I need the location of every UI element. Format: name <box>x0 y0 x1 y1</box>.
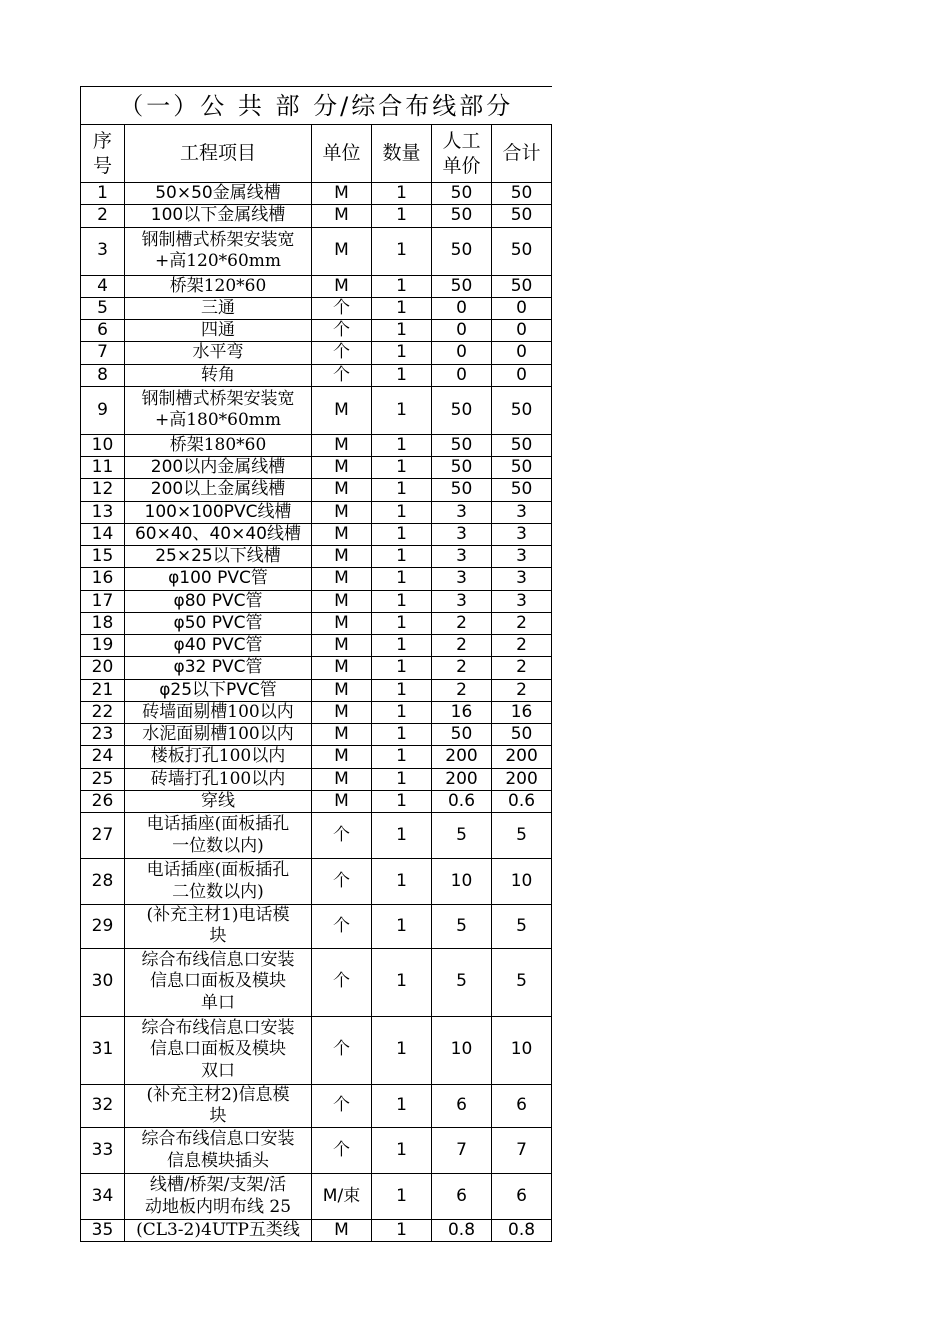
row-unit-cell: M <box>312 701 372 723</box>
row-unit-cell: M <box>312 546 372 568</box>
row-price-cell: 50 <box>432 275 492 297</box>
row-price-cell: 0 <box>432 342 492 364</box>
row-qty-cell: 1 <box>372 813 432 859</box>
row-item-cell: 水平弯 <box>125 342 312 364</box>
row-unit-cell: 个 <box>312 813 372 859</box>
row-no-cell: 30 <box>81 948 125 1016</box>
row-no-cell: 4 <box>81 275 125 297</box>
table-row <box>81 1084 552 1128</box>
table-row <box>81 1220 552 1242</box>
row-no-cell: 28 <box>81 859 125 905</box>
row-no-cell: 9 <box>81 386 125 434</box>
row-total-cell: 200 <box>492 768 552 790</box>
header-unit: 单位 <box>312 125 372 183</box>
table-row <box>81 523 552 545</box>
row-item-cell: 转角 <box>125 364 312 386</box>
row-total-cell: 16 <box>492 701 552 723</box>
row-price-cell: 50 <box>432 479 492 501</box>
row-item-cell: (补充主材1)电话模 块 <box>125 905 312 949</box>
row-price-cell: 50 <box>432 205 492 227</box>
row-qty-cell: 1 <box>372 568 432 590</box>
row-no-cell: 23 <box>81 724 125 746</box>
row-price-cell: 2 <box>432 635 492 657</box>
header-total: 合计 <box>492 125 552 183</box>
row-item-cell: φ32 PVC管 <box>125 657 312 679</box>
row-no-cell: 11 <box>81 457 125 479</box>
row-unit-cell: 个 <box>312 364 372 386</box>
row-no-cell: 15 <box>81 546 125 568</box>
table-row <box>81 205 552 227</box>
row-unit-cell: M <box>312 768 372 790</box>
row-item-cell: 穿线 <box>125 790 312 812</box>
row-unit-cell: M <box>312 568 372 590</box>
row-price-cell: 2 <box>432 679 492 701</box>
row-price-cell: 200 <box>432 768 492 790</box>
row-qty-cell: 1 <box>372 386 432 434</box>
row-item-cell: φ100 PVC管 <box>125 568 312 590</box>
row-item-cell: (补充主材2)信息模 块 <box>125 1084 312 1128</box>
row-qty-cell: 1 <box>372 342 432 364</box>
row-total-cell: 0 <box>492 320 552 342</box>
table-row <box>81 568 552 590</box>
row-item-cell: 四通 <box>125 320 312 342</box>
row-no-cell: 18 <box>81 612 125 634</box>
row-no-cell: 6 <box>81 320 125 342</box>
row-item-cell: φ25以下PVC管 <box>125 679 312 701</box>
row-total-cell: 50 <box>492 205 552 227</box>
row-no-cell: 27 <box>81 813 125 859</box>
row-qty-cell: 1 <box>372 746 432 768</box>
row-price-cell: 5 <box>432 948 492 1016</box>
row-total-cell: 50 <box>492 434 552 456</box>
row-qty-cell: 1 <box>372 227 432 275</box>
table-row <box>81 479 552 501</box>
row-price-cell: 0 <box>432 320 492 342</box>
row-item-cell: (CL3-2)4UTP五类线 <box>125 1220 312 1242</box>
row-price-cell: 0 <box>432 364 492 386</box>
table-row <box>81 590 552 612</box>
row-item-cell: 电话插座(面板插孔 一位数以内) <box>125 813 312 859</box>
row-item-cell: 钢制槽式桥架安装宽 +高120*60mm <box>125 227 312 275</box>
row-total-cell: 3 <box>492 501 552 523</box>
row-price-cell: 0.6 <box>432 790 492 812</box>
row-price-cell: 50 <box>432 434 492 456</box>
row-unit-cell: M <box>312 1220 372 1242</box>
row-no-cell: 32 <box>81 1084 125 1128</box>
row-item-cell: 电话插座(面板插孔 二位数以内) <box>125 859 312 905</box>
row-unit-cell: M <box>312 523 372 545</box>
row-qty-cell: 1 <box>372 1016 432 1084</box>
row-unit-cell: M <box>312 386 372 434</box>
row-price-cell: 200 <box>432 746 492 768</box>
row-unit-cell: M <box>312 590 372 612</box>
row-no-cell: 25 <box>81 768 125 790</box>
table-row <box>81 813 552 859</box>
table-row <box>81 746 552 768</box>
row-no-cell: 7 <box>81 342 125 364</box>
row-qty-cell: 1 <box>372 546 432 568</box>
row-qty-cell: 1 <box>372 1084 432 1128</box>
row-price-cell: 3 <box>432 546 492 568</box>
row-item-cell: 三通 <box>125 297 312 319</box>
row-total-cell: 3 <box>492 546 552 568</box>
row-unit-cell: M <box>312 612 372 634</box>
row-no-cell: 33 <box>81 1128 125 1174</box>
row-total-cell: 50 <box>492 724 552 746</box>
row-item-cell: 25×25以下线槽 <box>125 546 312 568</box>
row-unit-cell: M <box>312 183 372 205</box>
row-qty-cell: 1 <box>372 434 432 456</box>
row-unit-cell: M <box>312 205 372 227</box>
row-qty-cell: 1 <box>372 679 432 701</box>
row-price-cell: 0 <box>432 297 492 319</box>
row-item-cell: 综合布线信息口安装 信息口面板及模块 双口 <box>125 1016 312 1084</box>
row-item-cell: 砖墙面剔槽100以内 <box>125 701 312 723</box>
row-price-cell: 10 <box>432 859 492 905</box>
table-row <box>81 342 552 364</box>
row-price-cell: 3 <box>432 568 492 590</box>
row-item-cell: 线槽/桥架/支架/活 动地板内明布线 25 <box>125 1174 312 1220</box>
table-row <box>81 701 552 723</box>
table-row <box>81 364 552 386</box>
row-total-cell: 2 <box>492 635 552 657</box>
header-item: 工程项目 <box>125 125 312 183</box>
row-no-cell: 24 <box>81 746 125 768</box>
row-qty-cell: 1 <box>372 320 432 342</box>
row-price-cell: 50 <box>432 457 492 479</box>
row-qty-cell: 1 <box>372 701 432 723</box>
table-row <box>81 386 552 434</box>
row-unit-cell: 个 <box>312 859 372 905</box>
row-unit-cell: M <box>312 679 372 701</box>
row-total-cell: 5 <box>492 948 552 1016</box>
row-total-cell: 3 <box>492 590 552 612</box>
row-qty-cell: 1 <box>372 205 432 227</box>
row-item-cell: 60×40、40×40线槽 <box>125 523 312 545</box>
row-item-cell: 楼板打孔100以内 <box>125 746 312 768</box>
row-total-cell: 200 <box>492 746 552 768</box>
header-price: 人工 单价 <box>432 125 492 183</box>
row-unit-cell: M <box>312 227 372 275</box>
table-row <box>81 635 552 657</box>
row-unit-cell: 个 <box>312 1128 372 1174</box>
row-qty-cell: 1 <box>372 523 432 545</box>
row-qty-cell: 1 <box>372 948 432 1016</box>
row-unit-cell: M <box>312 479 372 501</box>
row-total-cell: 0 <box>492 297 552 319</box>
row-total-cell: 50 <box>492 457 552 479</box>
row-no-cell: 21 <box>81 679 125 701</box>
row-no-cell: 12 <box>81 479 125 501</box>
row-item-cell: φ50 PVC管 <box>125 612 312 634</box>
row-qty-cell: 1 <box>372 905 432 949</box>
row-price-cell: 5 <box>432 905 492 949</box>
table-row <box>81 948 552 1016</box>
row-unit-cell: 个 <box>312 1016 372 1084</box>
table-row <box>81 457 552 479</box>
table-row <box>81 501 552 523</box>
row-item-cell: 综合布线信息口安装 信息模块插头 <box>125 1128 312 1174</box>
row-total-cell: 6 <box>492 1174 552 1220</box>
row-unit-cell: 个 <box>312 1084 372 1128</box>
row-no-cell: 8 <box>81 364 125 386</box>
row-price-cell: 6 <box>432 1084 492 1128</box>
row-qty-cell: 1 <box>372 724 432 746</box>
row-item-cell: φ40 PVC管 <box>125 635 312 657</box>
table-row <box>81 612 552 634</box>
row-price-cell: 50 <box>432 386 492 434</box>
pricing-table <box>80 86 552 1242</box>
row-unit-cell: M <box>312 790 372 812</box>
row-qty-cell: 1 <box>372 364 432 386</box>
row-unit-cell: 个 <box>312 948 372 1016</box>
row-no-cell: 19 <box>81 635 125 657</box>
table-row <box>81 183 552 205</box>
row-total-cell: 10 <box>492 859 552 905</box>
row-total-cell: 6 <box>492 1084 552 1128</box>
row-item-cell: 200以上金属线槽 <box>125 479 312 501</box>
table-row <box>81 1174 552 1220</box>
row-price-cell: 10 <box>432 1016 492 1084</box>
row-total-cell: 2 <box>492 612 552 634</box>
row-no-cell: 1 <box>81 183 125 205</box>
row-total-cell: 2 <box>492 679 552 701</box>
row-unit-cell: 个 <box>312 905 372 949</box>
row-unit-cell: M <box>312 724 372 746</box>
row-no-cell: 20 <box>81 657 125 679</box>
row-no-cell: 29 <box>81 905 125 949</box>
table-row <box>81 546 552 568</box>
row-price-cell: 7 <box>432 1128 492 1174</box>
row-price-cell: 2 <box>432 657 492 679</box>
table-row <box>81 657 552 679</box>
row-qty-cell: 1 <box>372 479 432 501</box>
table-row <box>81 297 552 319</box>
row-price-cell: 50 <box>432 724 492 746</box>
row-unit-cell: M <box>312 275 372 297</box>
row-total-cell: 0.8 <box>492 1220 552 1242</box>
row-qty-cell: 1 <box>372 1128 432 1174</box>
row-unit-cell: M <box>312 746 372 768</box>
row-no-cell: 14 <box>81 523 125 545</box>
row-no-cell: 17 <box>81 590 125 612</box>
row-no-cell: 5 <box>81 297 125 319</box>
row-qty-cell: 1 <box>372 590 432 612</box>
table-row <box>81 790 552 812</box>
row-item-cell: 砖墙打孔100以内 <box>125 768 312 790</box>
row-price-cell: 5 <box>432 813 492 859</box>
row-no-cell: 26 <box>81 790 125 812</box>
row-no-cell: 2 <box>81 205 125 227</box>
row-no-cell: 22 <box>81 701 125 723</box>
row-qty-cell: 1 <box>372 612 432 634</box>
row-no-cell: 10 <box>81 434 125 456</box>
table-row <box>81 434 552 456</box>
row-item-cell: φ80 PVC管 <box>125 590 312 612</box>
row-total-cell: 2 <box>492 657 552 679</box>
sheet-title: （一）公 共 部 分/综合布线部分 <box>81 87 552 125</box>
row-price-cell: 3 <box>432 501 492 523</box>
row-unit-cell: M <box>312 657 372 679</box>
table-row <box>81 1128 552 1174</box>
table-row <box>81 724 552 746</box>
table-row <box>81 1016 552 1084</box>
row-total-cell: 0 <box>492 342 552 364</box>
header-row <box>81 125 552 183</box>
row-item-cell: 200以内金属线槽 <box>125 457 312 479</box>
row-no-cell: 31 <box>81 1016 125 1084</box>
row-price-cell: 3 <box>432 523 492 545</box>
table-row <box>81 679 552 701</box>
row-unit-cell: M <box>312 457 372 479</box>
row-price-cell: 6 <box>432 1174 492 1220</box>
row-qty-cell: 1 <box>372 457 432 479</box>
row-qty-cell: 1 <box>372 768 432 790</box>
row-price-cell: 3 <box>432 590 492 612</box>
title-row <box>81 87 552 125</box>
row-no-cell: 3 <box>81 227 125 275</box>
row-unit-cell: M <box>312 635 372 657</box>
row-unit-cell: M/束 <box>312 1174 372 1220</box>
row-total-cell: 10 <box>492 1016 552 1084</box>
row-unit-cell: M <box>312 434 372 456</box>
row-qty-cell: 1 <box>372 501 432 523</box>
pricing-sheet <box>80 86 552 1242</box>
row-total-cell: 50 <box>492 479 552 501</box>
row-total-cell: 50 <box>492 275 552 297</box>
row-qty-cell: 1 <box>372 1174 432 1220</box>
row-unit-cell: 个 <box>312 297 372 319</box>
row-total-cell: 50 <box>492 227 552 275</box>
row-total-cell: 7 <box>492 1128 552 1174</box>
row-total-cell: 0 <box>492 364 552 386</box>
row-qty-cell: 1 <box>372 635 432 657</box>
table-row <box>81 227 552 275</box>
row-price-cell: 16 <box>432 701 492 723</box>
header-no: 序 号 <box>81 125 125 183</box>
row-item-cell: 100×100PVC线槽 <box>125 501 312 523</box>
row-total-cell: 50 <box>492 183 552 205</box>
row-item-cell: 钢制槽式桥架安装宽 +高180*60mm <box>125 386 312 434</box>
row-unit-cell: 个 <box>312 342 372 364</box>
row-qty-cell: 1 <box>372 790 432 812</box>
row-qty-cell: 1 <box>372 275 432 297</box>
row-price-cell: 50 <box>432 183 492 205</box>
row-price-cell: 2 <box>432 612 492 634</box>
table-row <box>81 768 552 790</box>
row-no-cell: 34 <box>81 1174 125 1220</box>
row-no-cell: 35 <box>81 1220 125 1242</box>
table-row <box>81 905 552 949</box>
row-total-cell: 3 <box>492 523 552 545</box>
row-unit-cell: M <box>312 501 372 523</box>
row-qty-cell: 1 <box>372 657 432 679</box>
header-qty: 数量 <box>372 125 432 183</box>
row-item-cell: 水泥面剔槽100以内 <box>125 724 312 746</box>
row-item-cell: 50×50金属线槽 <box>125 183 312 205</box>
row-no-cell: 16 <box>81 568 125 590</box>
row-item-cell: 综合布线信息口安装 信息口面板及模块 单口 <box>125 948 312 1016</box>
row-unit-cell: 个 <box>312 320 372 342</box>
table-row <box>81 320 552 342</box>
row-price-cell: 50 <box>432 227 492 275</box>
row-item-cell: 桥架180*60 <box>125 434 312 456</box>
row-total-cell: 50 <box>492 386 552 434</box>
row-qty-cell: 1 <box>372 183 432 205</box>
row-qty-cell: 1 <box>372 859 432 905</box>
row-total-cell: 5 <box>492 905 552 949</box>
row-no-cell: 13 <box>81 501 125 523</box>
row-total-cell: 3 <box>492 568 552 590</box>
row-item-cell: 100以下金属线槽 <box>125 205 312 227</box>
row-price-cell: 0.8 <box>432 1220 492 1242</box>
row-qty-cell: 1 <box>372 1220 432 1242</box>
table-row <box>81 859 552 905</box>
row-qty-cell: 1 <box>372 297 432 319</box>
row-item-cell: 桥架120*60 <box>125 275 312 297</box>
row-total-cell: 5 <box>492 813 552 859</box>
row-total-cell: 0.6 <box>492 790 552 812</box>
table-row <box>81 275 552 297</box>
